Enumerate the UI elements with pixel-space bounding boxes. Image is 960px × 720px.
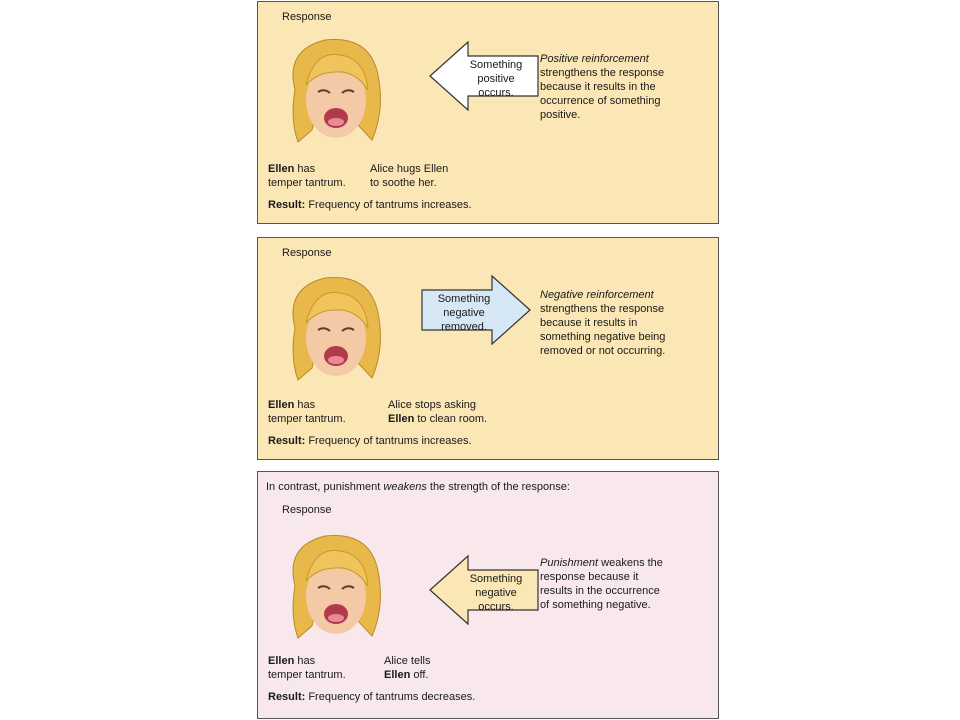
response-label: Response bbox=[282, 504, 332, 516]
result-text: Result: Frequency of tantrums decreases. bbox=[268, 691, 476, 703]
panel-punishment bbox=[257, 471, 719, 719]
description: Punishment weakens the response because it results in the occurrence of something negative. bbox=[540, 557, 663, 611]
arrow-label: Something negative removed. bbox=[437, 293, 491, 333]
crying-child-icon bbox=[280, 526, 390, 646]
crying-child-icon bbox=[280, 268, 390, 388]
intro-text: In contrast, punishment weakens the strength of the response: bbox=[266, 481, 570, 493]
description: Positive reinforcement strengthens the response because it results in the occurrence of something positive. bbox=[540, 53, 665, 121]
right-arrow-icon bbox=[420, 274, 532, 346]
result-text: Result: Frequency of tantrums increases. bbox=[268, 199, 472, 211]
subject-text: Ellen has temper tantrum. bbox=[268, 163, 346, 189]
action-text: Alice stops asking Ellen to clean room. bbox=[388, 399, 488, 425]
response-label: Response bbox=[282, 247, 332, 259]
crying-child-icon bbox=[280, 30, 390, 150]
description: Negative reinforcement strengthens the response because it results in something negative being removed or not occurring. bbox=[540, 289, 666, 357]
left-arrow-icon bbox=[428, 554, 540, 626]
arrow-label: Something negative occurs. bbox=[469, 573, 523, 613]
result-text: Result: Frequency of tantrums increases. bbox=[268, 435, 472, 447]
arrow-label: Something positive occurs. bbox=[469, 59, 523, 99]
action-text: Alice hugs Ellen to soothe her. bbox=[370, 163, 449, 189]
subject-text: Ellen has temper tantrum. bbox=[268, 655, 346, 681]
panel-positive-reinforcement bbox=[257, 1, 719, 224]
response-label: Response bbox=[282, 11, 332, 23]
subject-text: Ellen has temper tantrum. bbox=[268, 399, 346, 425]
left-arrow-icon bbox=[428, 40, 540, 112]
panel-negative-reinforcement bbox=[257, 237, 719, 460]
action-text: Alice tells Ellen off. bbox=[384, 655, 431, 681]
